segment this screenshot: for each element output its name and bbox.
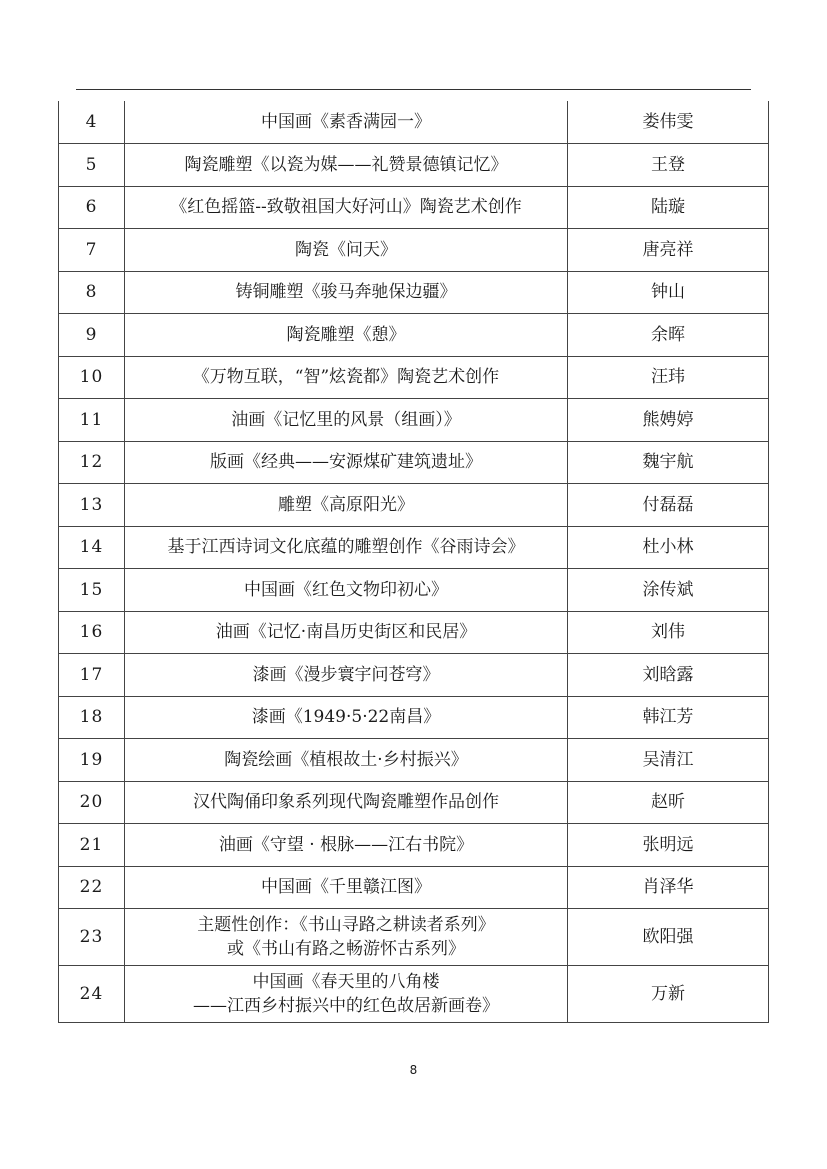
project-title-line: 雕塑《高原阳光》 bbox=[278, 494, 414, 515]
project-title bbox=[125, 824, 568, 867]
author-name: 付磊磊 bbox=[568, 484, 769, 527]
table-row bbox=[59, 824, 769, 867]
row-number: 15 bbox=[59, 569, 125, 612]
header-rule bbox=[76, 89, 751, 90]
project-title-line: 版画《经典——安源煤矿建筑遗址》 bbox=[210, 452, 482, 473]
author-name: 吴清江 bbox=[568, 739, 769, 782]
table-row bbox=[59, 781, 769, 824]
author-name: 王登 bbox=[568, 144, 769, 187]
project-title-line: 油画《守望 · 根脉——江右书院》 bbox=[218, 834, 474, 855]
project-table-body bbox=[59, 101, 769, 1023]
table-row bbox=[59, 966, 769, 1023]
project-title bbox=[125, 101, 568, 144]
row-number: 21 bbox=[59, 824, 125, 867]
row-number: 23 bbox=[59, 909, 125, 966]
author-name: 娄伟雯 bbox=[568, 101, 769, 144]
table-row bbox=[59, 101, 769, 144]
table-row bbox=[59, 484, 769, 527]
author-name: 赵昕 bbox=[568, 781, 769, 824]
project-title-line: 中国画《千里赣江图》 bbox=[261, 877, 431, 898]
row-number: 4 bbox=[59, 101, 125, 144]
author-name: 陆璇 bbox=[568, 186, 769, 229]
table-row bbox=[59, 866, 769, 909]
table-row bbox=[59, 441, 769, 484]
project-title-line: 汉代陶俑印象系列现代陶瓷雕塑作品创作 bbox=[193, 792, 499, 813]
project-title-line: 中国画《红色文物印初心》 bbox=[244, 579, 448, 600]
row-number: 20 bbox=[59, 781, 125, 824]
project-title bbox=[125, 781, 568, 824]
table-row bbox=[59, 356, 769, 399]
project-title bbox=[125, 229, 568, 272]
table-row bbox=[59, 271, 769, 314]
table-row bbox=[59, 569, 769, 612]
project-title bbox=[125, 186, 568, 229]
row-number: 17 bbox=[59, 654, 125, 697]
project-title bbox=[125, 966, 568, 1023]
row-number: 12 bbox=[59, 441, 125, 484]
project-title-line: 陶瓷《问天》 bbox=[295, 239, 397, 260]
table-row bbox=[59, 654, 769, 697]
row-number: 18 bbox=[59, 696, 125, 739]
row-number: 16 bbox=[59, 611, 125, 654]
row-number: 10 bbox=[59, 356, 125, 399]
row-number: 5 bbox=[59, 144, 125, 187]
project-title-line: 油画《记忆里的风景（组画）》 bbox=[231, 409, 461, 430]
author-name: 刘晗露 bbox=[568, 654, 769, 697]
project-title-line: ——江西乡村振兴中的红色故居新画卷》 bbox=[193, 996, 499, 1016]
author-name: 欧阳强 bbox=[568, 909, 769, 966]
table-row bbox=[59, 186, 769, 229]
table-row bbox=[59, 314, 769, 357]
project-title-line: 漆画《漫步寰宇问苍穹》 bbox=[252, 664, 440, 685]
author-name: 刘伟 bbox=[568, 611, 769, 654]
project-title-line: 中国画《素香满园一》 bbox=[261, 112, 431, 132]
project-title-line: 主题性创作：《书山寻路之耕读者系列》 bbox=[197, 915, 495, 935]
project-title-line: 《红色摇篮--致敬祖国大好河山》陶瓷艺术创作 bbox=[170, 197, 522, 218]
page-number: 8 bbox=[409, 1063, 418, 1077]
project-title bbox=[125, 356, 568, 399]
row-number: 11 bbox=[59, 399, 125, 442]
project-table bbox=[58, 101, 769, 1023]
author-name: 韩江芳 bbox=[568, 696, 769, 739]
table-row bbox=[59, 526, 769, 569]
table-row bbox=[59, 611, 769, 654]
project-title-line: 漆画《1949·5·22南昌》 bbox=[251, 707, 441, 728]
author-name: 万新 bbox=[568, 966, 769, 1023]
row-number: 6 bbox=[59, 186, 125, 229]
table-row bbox=[59, 229, 769, 272]
author-name: 钟山 bbox=[568, 271, 769, 314]
project-title-line: 基于江西诗词文化底蕴的雕塑创作《谷雨诗会》 bbox=[167, 537, 525, 558]
author-name: 余晖 bbox=[568, 314, 769, 357]
project-title bbox=[125, 441, 568, 484]
project-title-line: 铸铜雕塑《骏马奔驰保边疆》 bbox=[235, 282, 457, 303]
row-number: 22 bbox=[59, 866, 125, 909]
project-title bbox=[125, 484, 568, 527]
table-row bbox=[59, 696, 769, 739]
project-title bbox=[125, 314, 568, 357]
project-title bbox=[125, 569, 568, 612]
table-row bbox=[59, 739, 769, 782]
project-title bbox=[125, 144, 568, 187]
table-row bbox=[59, 144, 769, 187]
project-title bbox=[125, 611, 568, 654]
row-number: 7 bbox=[59, 229, 125, 272]
author-name: 魏宇航 bbox=[568, 441, 769, 484]
row-number: 13 bbox=[59, 484, 125, 527]
author-name: 汪玮 bbox=[568, 356, 769, 399]
project-title bbox=[125, 271, 568, 314]
project-title bbox=[125, 526, 568, 569]
project-title-line: 或《书山有路之畅游怀古系列》 bbox=[227, 939, 465, 959]
project-title-line: 《万物互联，“智”炫瓷都》陶瓷艺术创作 bbox=[192, 367, 500, 388]
project-title bbox=[125, 739, 568, 782]
project-title-line: 陶瓷雕塑《以瓷为媒——礼赞景德镇记忆》 bbox=[184, 154, 508, 175]
project-title-line: 陶瓷雕塑《憩》 bbox=[286, 324, 406, 345]
row-number: 24 bbox=[59, 966, 125, 1023]
project-title bbox=[125, 696, 568, 739]
author-name: 肖泽华 bbox=[568, 866, 769, 909]
project-title bbox=[125, 909, 568, 966]
author-name: 张明远 bbox=[568, 824, 769, 867]
row-number: 9 bbox=[59, 314, 125, 357]
project-title bbox=[125, 654, 568, 697]
project-title-line: 中国画《春天里的八角楼 bbox=[252, 972, 440, 992]
author-name: 涂传斌 bbox=[568, 569, 769, 612]
table-row bbox=[59, 909, 769, 966]
author-name: 唐亮祥 bbox=[568, 229, 769, 272]
table-row bbox=[59, 399, 769, 442]
row-number: 14 bbox=[59, 526, 125, 569]
row-number: 19 bbox=[59, 739, 125, 782]
row-number: 8 bbox=[59, 271, 125, 314]
project-title bbox=[125, 866, 568, 909]
project-title-line: 油画《记忆·南昌历史街区和民居》 bbox=[215, 622, 477, 643]
project-title bbox=[125, 399, 568, 442]
author-name: 杜小林 bbox=[568, 526, 769, 569]
author-name: 熊娉婷 bbox=[568, 399, 769, 442]
project-title-line: 陶瓷绘画《植根故土·乡村振兴》 bbox=[224, 749, 468, 770]
